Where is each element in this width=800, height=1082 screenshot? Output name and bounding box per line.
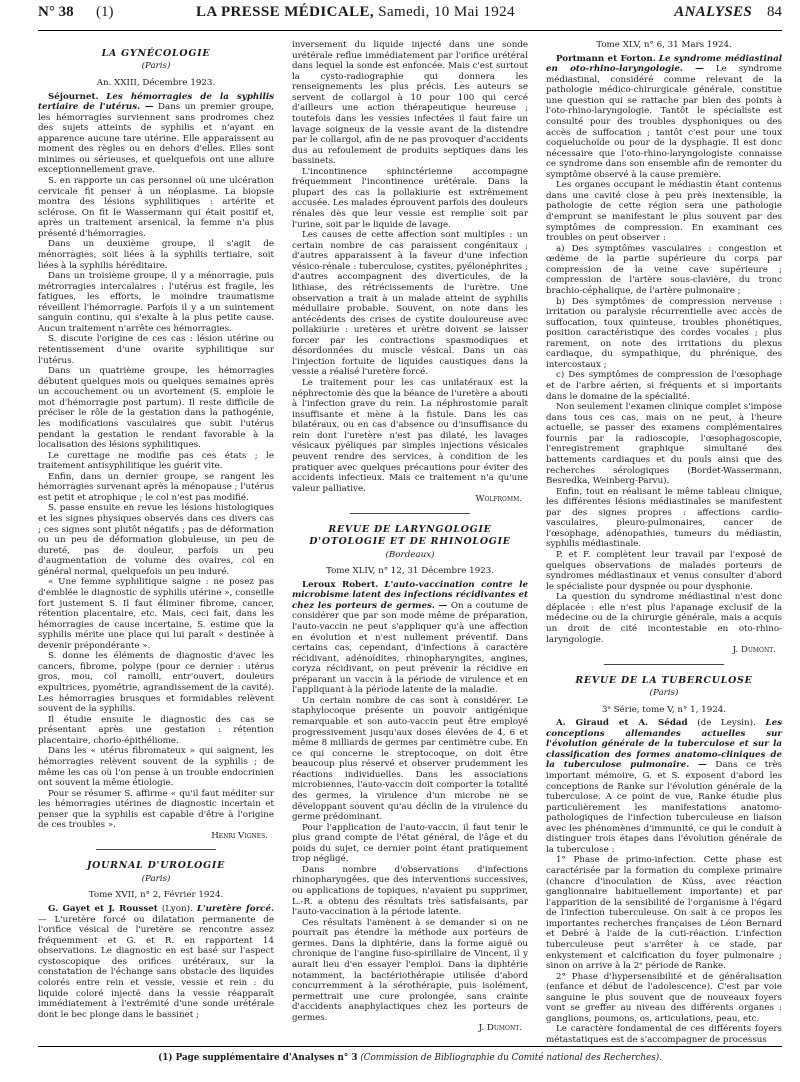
paragraph: Pour se résumer S. affirme « qu'il faut méditer sur les hémorragies utérines de diagnostic incertain et penser que la syphilis est capable d'être à l'origine de ces troubles ». bbox=[38, 788, 274, 831]
footer-commission: (Commission de Bibliographie du Comité national des Recherches). bbox=[360, 1053, 662, 1063]
paragraph: S. donne les éléments de diagnostic d'avec les cancers, fibrome, polype (pour ce dernier : utérus gros, mou, col ramolli, entr'ouvert, douleurs expultrices, pyométrie, agrandissement de la cavité). Les hémorragies brusques et formidables relèvent souvent de la syphilis. bbox=[38, 651, 274, 715]
section-title-urologie: JOURNAL D'UROLOGIE bbox=[86, 860, 226, 872]
volume-line: Tome XLV, n° 6, 31 Mars 1924. bbox=[596, 40, 732, 50]
paragraph-text: Dans ce très important mémoire, G. et S. exposent d'abord les conceptions de Ranke sur l'évolution générale de la tuberculose. A ce point de vue, Ranke étudie plus particulièrement les manifestations anatomo-pathologiques de l'infection tuberculeuse en liaison avec les phénomènes d'immunité, ce qui le conduit à distinguer trois étapes dans l'évolution générale de la tuberculose : bbox=[546, 760, 782, 855]
section-place: (Paris) bbox=[141, 873, 171, 884]
paragraph: Les organes occupant le médiastin étant contenus dans une cavité close à peu près inextensible, la pathologie de cette région sera une pathologie d'emprunt se manifestant le plus souvent par des symptômes de compression. En examinant ces troubles on peut observer : bbox=[546, 180, 782, 244]
section-divider bbox=[96, 849, 216, 850]
paragraph: 2° Phase d'hypersensibilité et de généralisation (enfance et début de l'adolescence). C'est par voie sanguine le plus souvent que de nouveaux foyers vont se greffer au niveau des différents organes : ganglions, poumons, os, articulations, peau, etc. bbox=[546, 971, 782, 1024]
journal-name: LA PRESSE MÉDICALE, bbox=[196, 4, 375, 20]
signature: Henri Vignes. bbox=[211, 830, 268, 841]
paragraph bbox=[292, 580, 528, 696]
page-footer bbox=[38, 1046, 782, 1063]
article-title: Les hémorragies de la syphilis tertiaire de l'utérus. — bbox=[38, 91, 275, 113]
volume-line: Tome XLIV, n° 12, 31 Décembre 1923. bbox=[325, 566, 495, 577]
author: Portmann et Forton. bbox=[556, 53, 656, 64]
section-title-gynecologie: LA GYNÉCOLOGIE bbox=[101, 48, 211, 59]
paragraph: Dans un quatrième groupe, les hémorragies débutent quelques mois ou quelques semaines après un accouchement ou un avortement (S. emploie le mot d'hémorragie post partum). Il reste difficile de préciser le rôle de la gestation dans la pathogénie, les modifications vasculaires que subit l'utérus pendant la gestation le rendant favorable à la localisation des lésions syphilitiques. bbox=[38, 366, 274, 451]
journal-title bbox=[156, 4, 674, 21]
paragraph: Dans un troisième groupe, il y a ménorragie, puis métrorragies intercalaires : l'utérus est fragile, les fatigues, les efforts, le moindre traumatisme réveillent l'hémorragie. Parfois il y a un suintement sanguin continu, qui s'exalte à la plus petite cause. Aucun traitement n'arrête ces hémorragies. bbox=[38, 271, 274, 334]
issue-date: Samedi, 10 Mai 1924 bbox=[378, 4, 515, 20]
paragraph: « Une femme syphilitique saigne : ne posez pas d'emblée le diagnostic de syphilis utérine », conseille fort justement S. Il faut éliminer fibrome, cancer, rétention placentaire, etc. Mais, ceci fait, dans les hémorragies de cause incertaine, S. estime que la syphilis mérite une place qui lui paraît « destinée à devenir prépondérante ». bbox=[38, 577, 274, 651]
paragraph: P. et F. complètent leur travail par l'exposé de quelques observations de malades porteurs de syndromes médiastinaux et venus consulter d'abord le spécialiste pour dyspnée ou pour dysphonie. bbox=[546, 550, 782, 592]
article-columns bbox=[38, 40, 783, 1046]
paragraph: Dans nombre d'observations d'infections rhinopharyngées, que des interventions successives, ou applications de topiques, n'avaient pu supprimer, L.-R. a obtenu des résultats très satisfaisants, par l'auto-vaccination à la période latente. bbox=[292, 864, 528, 918]
paragraph: c) Des symptômes de compression de l'œsophage et de l'arbre aérien, si fréquents et si importants dans le domaine de la spécialité. bbox=[546, 370, 782, 402]
article-title: L'auto-vaccination contre le microbisme latent des infections récidivantes et chez les porteurs de germes. — bbox=[292, 579, 528, 611]
paragraph: Il étudie ensuite le diagnostic des cas se présentant après une gestation : rétention placentaire, chorio-épithéliome. bbox=[38, 714, 274, 746]
section-place: (Bordeaux) bbox=[385, 549, 435, 560]
footnote-marker: (1) bbox=[96, 4, 114, 20]
article-title: L'uretère forcé. bbox=[196, 904, 275, 915]
section-divider bbox=[604, 664, 724, 665]
footer-note: (1) Page supplémentaire d'Analyses n° 3 bbox=[158, 1053, 358, 1063]
volume-line: An. XXIII, Décembre 1923. bbox=[96, 77, 216, 88]
paragraph bbox=[38, 92, 274, 177]
signature: J. Dumont. bbox=[478, 1023, 522, 1034]
issue-number: N° 38 bbox=[38, 4, 74, 20]
author-city: (de Leysin). bbox=[697, 718, 756, 729]
paragraph: b) Des symptômes de compression nerveuse : irritation ou paralysie récurrentielle avec accès de suffocation, toux quinteuse, troubles phonétiques, position caractéristique des cordes vocales ; plus rarement, on note des irritations du plexus cardiaque, du sympathique, du phrénique, des intercostaux ; bbox=[546, 296, 782, 370]
paragraph-text: Dans un premier groupe, les hémorragies surviennent sans prodromes chez des sujets atteints de syphilis et n'ayant en apparence aucune tare utérine. Elle apparaissent au moment des règles ou en dehors d'elles. Elles sont minimes ou sérieuses, et quelquefois ont une allure exceptionnellement grave. bbox=[38, 102, 275, 176]
volume-line: Tome XVII, n° 2, Février 1924. bbox=[88, 890, 224, 901]
paragraph: Un certain nombre de cas sont à considérer. Le staphylocoque présente un pouvoir antigénique remarquable et son auto-vaccin peut être employé progressivement jusqu'aux doses élevées de 4, 6 et même 8 milliards de germes par centimètre cube. En ce qui concerne le streptocoque, on doit être beaucoup plus réservé et observer prudemment les réactions individuelles. Dans les associations microbiennes, l'auto-vaccin doit comporter la totalité des germes, la virulence d'un microbe ne se développant souvent qu'au déclin de la virulence du germe prédominant. bbox=[292, 695, 528, 823]
column-2 bbox=[292, 40, 528, 1036]
paragraph: L'incontinence sphinctérienne accompagne fréquemment l'incontinence urétérale. Dans la plupart des cas la pollakiurie est extrêmement accusée. Les malades éprouvent parfois des douleurs rénales dès que leur vessie est remplie soit par l'urine, soit par le liquide de lavage. bbox=[292, 166, 528, 230]
section-title-laryngologie: REVUE DE LARYNGOLOGIE bbox=[328, 523, 492, 535]
author: Leroux Robert. bbox=[302, 579, 379, 590]
paragraph: Dans un deuxième groupe, il s'agit de ménorragies, soit liées à la syphilis tertiaire, soit liées à la syphilis héréditaire. bbox=[38, 239, 274, 271]
section-place: (Paris) bbox=[649, 688, 679, 699]
paragraph: Enfin, dans un dernier groupe, se rangent les hémorragies survenant après la ménopause ; l'utérus est petit et atrophique ; le col n'est pas modifié. bbox=[38, 471, 274, 503]
paragraph bbox=[546, 54, 782, 181]
signature: Wolfromm. bbox=[475, 494, 522, 505]
signature: J. Dumont. bbox=[732, 645, 776, 656]
section-place: (Paris) bbox=[141, 61, 171, 72]
paragraph: inversement du liquide injecté dans une sonde urétérale reflue immédiatement par l'orifice urétéral dans lequel la sonde est enfoncée. Mais c'est surtout la cysto-radiographie qui donnera les renseignements les plus précis. Les auteurs se servent de collargol à 10 pour 100 qui cercé d'ailleurs une action thérapeutique heureuse ; toutefois dans les vessies infectées il faut faire un lavage soigneux de la vessie avant de la distendre par le collargol, afin de ne pas provoquer d'accidents dus au refoulement de produits septiques dans les bassinets. bbox=[292, 40, 528, 167]
paragraph: Le traitement pour les cas unilatéraux est la néphrectomie dès que la béance de l'uretère a abouti à l'infection grave du rein. La néphrostomie paraît insuffisante et mène à la fistule. Dans les cas bilatéraux, ou en cas d'absence ou d'insuffisance du rein dont l'uretère n'est pas dilaté, les lavages vésicaux pyéliques par simples injections vésicales peuvent rendre des services, à condition de les pratiquer avec quelques précautions pour éviter des accidents infectieux. Mais ce traitement n'a qu'une valeur palliative. bbox=[292, 378, 528, 494]
paragraph: Les causes de cette affection sont multiples : un certain nombre de cas paraissent congénitaux ; d'autres apparaissent à la faveur d'une infection vésico-rénale : tuberculose, cystites, pyélonéphrites ; d'autres accompagnent des diverticules, de la lithiase, des rétrécissements de l'urètre. Une observation a trait à un malade atteint de syphilis médullaire probable. Souvent, on note dans les antécédents des crises de cystite douloureuse avec pollakiurie : uretères et urètre doivent se laisser forcer par les contractions spasmodiques et désordonnées du muscle vésical. Dans un cas l'injection fortuite de liquides caustiques dans la vessie a réalisé l'uretère forcé. bbox=[292, 230, 528, 378]
paragraph: La question du syndrome médiastinal n'est donc déplacée : elle n'est plus l'apanage exclusif de la médecine ou de la chirurgie générale, mais a acquis un droit de cité incontestable en oto-rhino-laryngologie. bbox=[546, 592, 782, 645]
paragraph: S. passe ensuite en revue les lésions histologiques et les signes physiques observés dans ces divers cas ; ces signes sont plutôt négatifs ; pas de déformation ou un peu de déformation globuleuse, un peu de dureté, pas de douleur, parfois un peu d'augmentation de volume des ovaires, col en général normal, quelquefois un peu induré. bbox=[38, 503, 274, 577]
paragraph: Pour l'application de l'auto-vaccin, il faut tenir le plus grand compte de l'état général, de l'âge et du poids du sujet, ce dernier point étant pratiquement trop négligé. bbox=[292, 822, 528, 865]
paragraph: Enfin, tout en réalisant le même tableau clinique, les différentes lésions médiastinales se manifestent par des signes propres : affections cardio-vasculaires, pleuro-pulmonaires, cancer de l'œsophage, adénopathies, tumeurs du médiastin, syphilis médiastinale. bbox=[546, 486, 782, 550]
paragraph: Non seulement l'examen clinique complet s'impose dans tous ces cas, mais on ne peut, à l'heure actuelle, se passer des examens complémentaires fournis par la radioscopie, l'œsophagoscopie, l'enregistrement graphique simultané des battements cardiaques et du pouls ainsi que des recherches sérologiques (Bordet-Wassermann, Besredka, Weinberg-Parvu). bbox=[546, 402, 782, 487]
page-header bbox=[38, 4, 782, 31]
paragraph: S. discute l'origine de ces cas : lésion utérine ou retentissement d'une ovarite syphilitique sur l'utérus. bbox=[38, 334, 274, 366]
volume-line: 3ᵉ Série, tome V, n° 1, 1924. bbox=[601, 704, 727, 715]
paragraph bbox=[546, 718, 782, 855]
article-title: Le syndrome médiastinal en oto-rhino-laryngologie. — bbox=[546, 53, 783, 75]
author: G. Gayet et J. Rousset bbox=[48, 904, 158, 915]
paragraph-text: — L'uretère forcé ou dilatation permanente de l'orifice vésical de l'uretère se rencontre assez fréquemment et G. et R. en rapportent 14 observations. Le diagnostic en est basé sur l'aspect cystoscopique des orifices urétéraux, sur la constatation de l'échange sans obstacle des liquides colorés entre rein et vessie, vessie et rein : du liquide coloré injecté dans la vessie réapparaît immédiatement à l'extrémité d'une sonde urétérale dont le bec plonge dans le bassinet ; bbox=[38, 914, 274, 1020]
section-name: ANALYSES bbox=[674, 4, 752, 20]
author: Séjournet. bbox=[48, 91, 99, 102]
section-subtitle: D'OTOLOGIE ET DE RHINOLOGIE bbox=[309, 536, 511, 548]
paragraph: Ces résultats l'amènent à se demander si on ne pourrait pas étendre la méthode aux porteurs de germes. Dans la diphtérie, dans la forme aiguë ou chronique de l'angine fuso-spirillaire de Vincent, il y aurait lieu d'en essayer l'emploi. Dans la diphtérie notamment, la bactériothérapie utilisée d'abord concurremment à la sérothérapie, puis isolément, permettrait une cure prolongée, sans crainte d'accidents anaphylactiques chez les porteurs de germes. bbox=[292, 917, 528, 1023]
paragraph: Le caractère fondamental de ces différents foyers métastatiques est de s'accompagner de processus bbox=[546, 1024, 782, 1046]
section-divider bbox=[350, 513, 470, 514]
paragraph: a) Des symptômes vasculaires : congestion et œdème de la partie supérieure du corps par compression de la veine cave supérieure ; compression de l'artère sous-clavière, du tronc brachio-céphalique, de l'artère pulmonaire ; bbox=[546, 243, 782, 296]
paragraph-text: Le syndrome médiastinal, considéré comme relevant de la pathologie médico-chirurgicale générale, constitue une question qui se rattache par bien des points à l'oto-rhino-laryngologie. Tantôt le spécialiste est consulté pour des troubles dysphoniques ou des accès de suffocation ; tantôt c'est pour une toux coqueluchoïde ou pour de la dysphagie. Il est donc nécessaire que l'oto-rhino-laryngologiste connaisse ce syndrome dans son ensemble afin de remonter du symptôme observé à la cause première. bbox=[546, 64, 782, 180]
author-city: (Lyon). bbox=[161, 904, 193, 915]
page-number: 84 bbox=[767, 4, 782, 20]
column-1 bbox=[38, 40, 274, 1036]
column-3 bbox=[546, 40, 783, 1046]
paragraph-text: On a coutume de considérer que par son mode même de préparation, l'auto-vaccin ne peut s'appliquer qu'à une affection en évolution et n'est nullement préventif. Dans certains cas, cependant, d'infections à caractère récidivant, adénoïdites, rhinopharyngites, angines, coryza récidivant, on peut prévenir la récidive en préparant un vaccin à la période de virulence et en l'appliquant à la période latente de la maladie. bbox=[292, 600, 529, 696]
paragraph bbox=[38, 904, 274, 1020]
paragraph: S. en rapporte un cas personnel où une ulcération cervicale fit penser à un néoplasme. La biopsie montra des lésions syphilitiques : artérite et sclérose. On fit le Wassermann qui était positif et, après un traitement arsenical, la femme n'a plus présenté d'hémorragies. bbox=[38, 176, 274, 239]
paragraph: Le curettage ne modifie pas ces états ; le traitement antisyphilitique les guérit vite. bbox=[38, 450, 274, 472]
article-title: Les conceptions allemandes actuelles sur l'évolution générale de la tuberculose et sur la classification des formes anatomo-cliniques de la tuberculose pulmonaire. — bbox=[546, 718, 782, 771]
author: A. Giraud et A. Sédad bbox=[556, 718, 688, 729]
section-title-tuberculose: REVUE DE LA TUBERCULOSE bbox=[575, 674, 753, 686]
paragraph: 1° Phase de primo-infection. Cette phase est caractérisée par la formation du complexe primaire (chancre d'inoculation de Küss, avec réaction ganglionnaire habituellement importante) et par l'apparition de la sensibilité de l'organisme à l'égard de l'infection tuberculeuse. On sait à ce propos les importantes recherches françaises de Léon Bernard et Debré à l'aide de la cuti-réaction. L'infection tuberculeuse peut s'arrêter à ce stade, par enkystement et calcification du foyer pulmonaire ; sinon on arrive à la 2ᵉ période de Ranke. bbox=[546, 855, 782, 972]
paragraph: Dans les « utérus fibromateux » qui saignent, les hémorragies relèvent souvent de la syphilis ; de même les cas où l'on pense à un trouble endocrinien ont souvent la même étiologie. bbox=[38, 746, 274, 789]
